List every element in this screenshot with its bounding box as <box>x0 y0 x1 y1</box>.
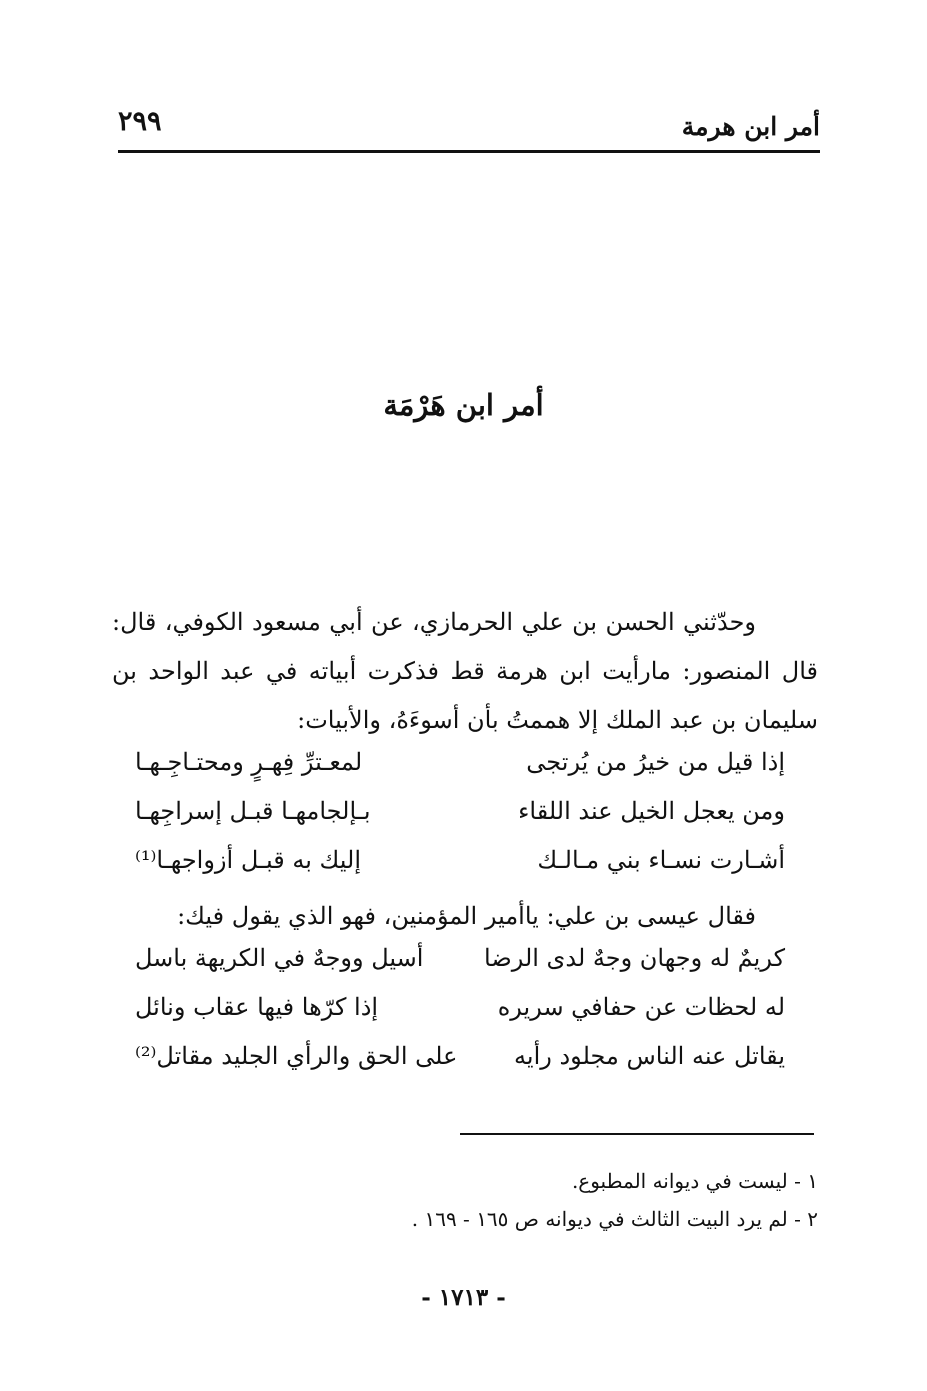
verse-line <box>135 938 785 987</box>
verse-line <box>135 987 785 1036</box>
verse-group-1 <box>135 742 785 889</box>
verse-first-hemistich: ومن يعجل الخيل عند اللقاء <box>518 797 785 825</box>
verse-first-hemistich: كريمٌ له وجهان وجهٌ لدى الرضا <box>484 944 785 972</box>
verse-first-hemistich: إذا قيل من خيرُ من يُرتجى <box>526 748 785 776</box>
paragraph-isa: فقال عيسى بن علي: ياأمير المؤمنين، فهو الذي يقول فيك: <box>177 902 756 930</box>
verse-second-hemistich: إليك به قبـل أزواجهـا⁽¹⁾ <box>135 846 361 874</box>
footnotes <box>300 1162 818 1238</box>
footnote-1: ١ - ليست في ديوانه المطبوع. <box>571 1169 818 1193</box>
verse-second-hemistich: لمعـترِّ فِهـرٍ ومحتـاجِـهـا <box>135 748 363 776</box>
page-number: ٢٩٩ <box>118 106 162 137</box>
chapter-title: أمر ابن هَرْمَة <box>383 388 544 422</box>
verse-line <box>135 840 785 889</box>
verse-first-hemistich: له لحظات عن حفافي سريره <box>497 993 785 1021</box>
verse-second-hemistich: على الحق والرأي الجليد مقاتل⁽²⁾ <box>135 1042 458 1070</box>
verse-group-2 <box>135 938 785 1085</box>
verse-first-hemistich: أشـارت نسـاء بني مـالـك <box>537 846 785 874</box>
running-header <box>118 104 820 153</box>
verse-second-hemistich: أسيل ووجهٌ في الكريهة باسل <box>135 944 424 972</box>
paragraph-intro: وحدّثني الحسن بن علي الحرمازي، عن أبي مسعود الكوفي، قال: قال المنصور: مارأيت ابن هرمة قط فذكرت أبياته في عبد الواحد بن سليمان بن عبد الملك إلا هممتُ بأن أسوءَهُ، والأبيات: <box>112 608 818 734</box>
footnote-2: ٢ - لم يرد البيت الثالث في ديوانه ص ١٦٥ - ١٦٩ . <box>411 1207 818 1231</box>
verse-second-hemistich: إذا كرّها فيها عقاب ونائل <box>135 993 379 1021</box>
page-folio: - ١٧١٣ - <box>421 1284 506 1311</box>
verse-line <box>135 742 785 791</box>
verse-first-hemistich: يقاتل عنه الناس مجلود رأيه <box>514 1042 785 1070</box>
verse-line <box>135 1036 785 1085</box>
running-title: أمر ابن هرمة <box>681 112 820 141</box>
footnote-divider <box>460 1133 814 1135</box>
verse-second-hemistich: بـإلجامهـا قبـل إسراجِهـا <box>135 797 371 825</box>
verse-line <box>135 791 785 840</box>
